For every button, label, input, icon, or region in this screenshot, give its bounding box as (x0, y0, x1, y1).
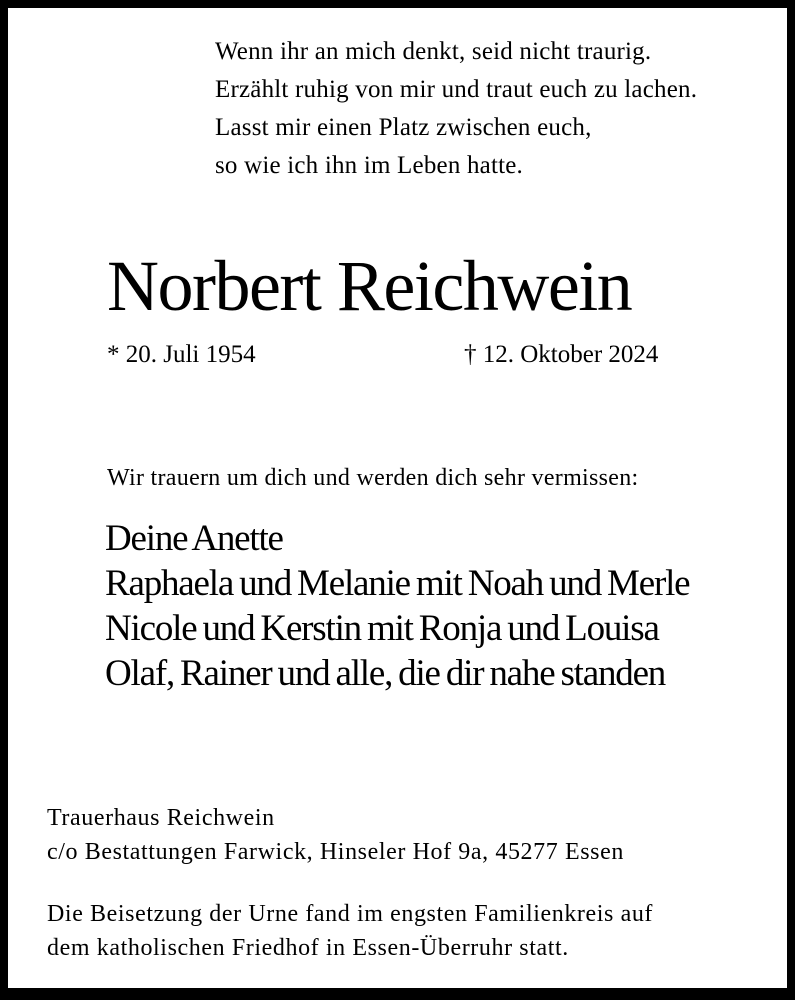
birth-date: * 20. Juli 1954 (107, 341, 256, 368)
house-name: Trauerhaus Reichwein (47, 805, 275, 831)
deceased-name: Norbert Reichwein (107, 246, 632, 326)
mourners-list (105, 516, 689, 696)
poem-line: Erzählt ruhig von mir und traut euch zu lachen. (215, 76, 698, 103)
burial-notice (47, 897, 653, 965)
poem-line: Wenn ihr an mich denkt, seid nicht traurig. (215, 38, 652, 65)
memorial-poem (215, 33, 697, 185)
burial-line: Die Beisetzung der Urne fand im engsten Familienkreis auf (47, 901, 654, 927)
mourner-line: Raphaela und Melanie mit Noah und Merle (105, 563, 690, 604)
mourner-line: Nicole und Kerstin mit Ronja und Louisa (105, 608, 659, 649)
poem-line: so wie ich ihn im Leben hatte. (215, 152, 524, 179)
mourner-line: Olaf, Rainer und alle, die dir nahe standen (105, 653, 666, 694)
house-address: c/o Bestattungen Farwick, Hinseler Hof 9a, 45277 Essen (47, 839, 624, 865)
death-date: † 12. Oktober 2024 (464, 341, 659, 368)
obituary-notice (8, 8, 787, 988)
mourner-line: Deine Anette (105, 518, 283, 559)
mourning-house (47, 801, 624, 869)
burial-line: dem katholischen Friedhof in Essen-Überruhr statt. (47, 935, 569, 961)
mourning-intro: Wir trauern um dich und werden dich sehr vermissen: (107, 465, 639, 491)
poem-line: Lasst mir einen Platz zwischen euch, (215, 114, 592, 141)
